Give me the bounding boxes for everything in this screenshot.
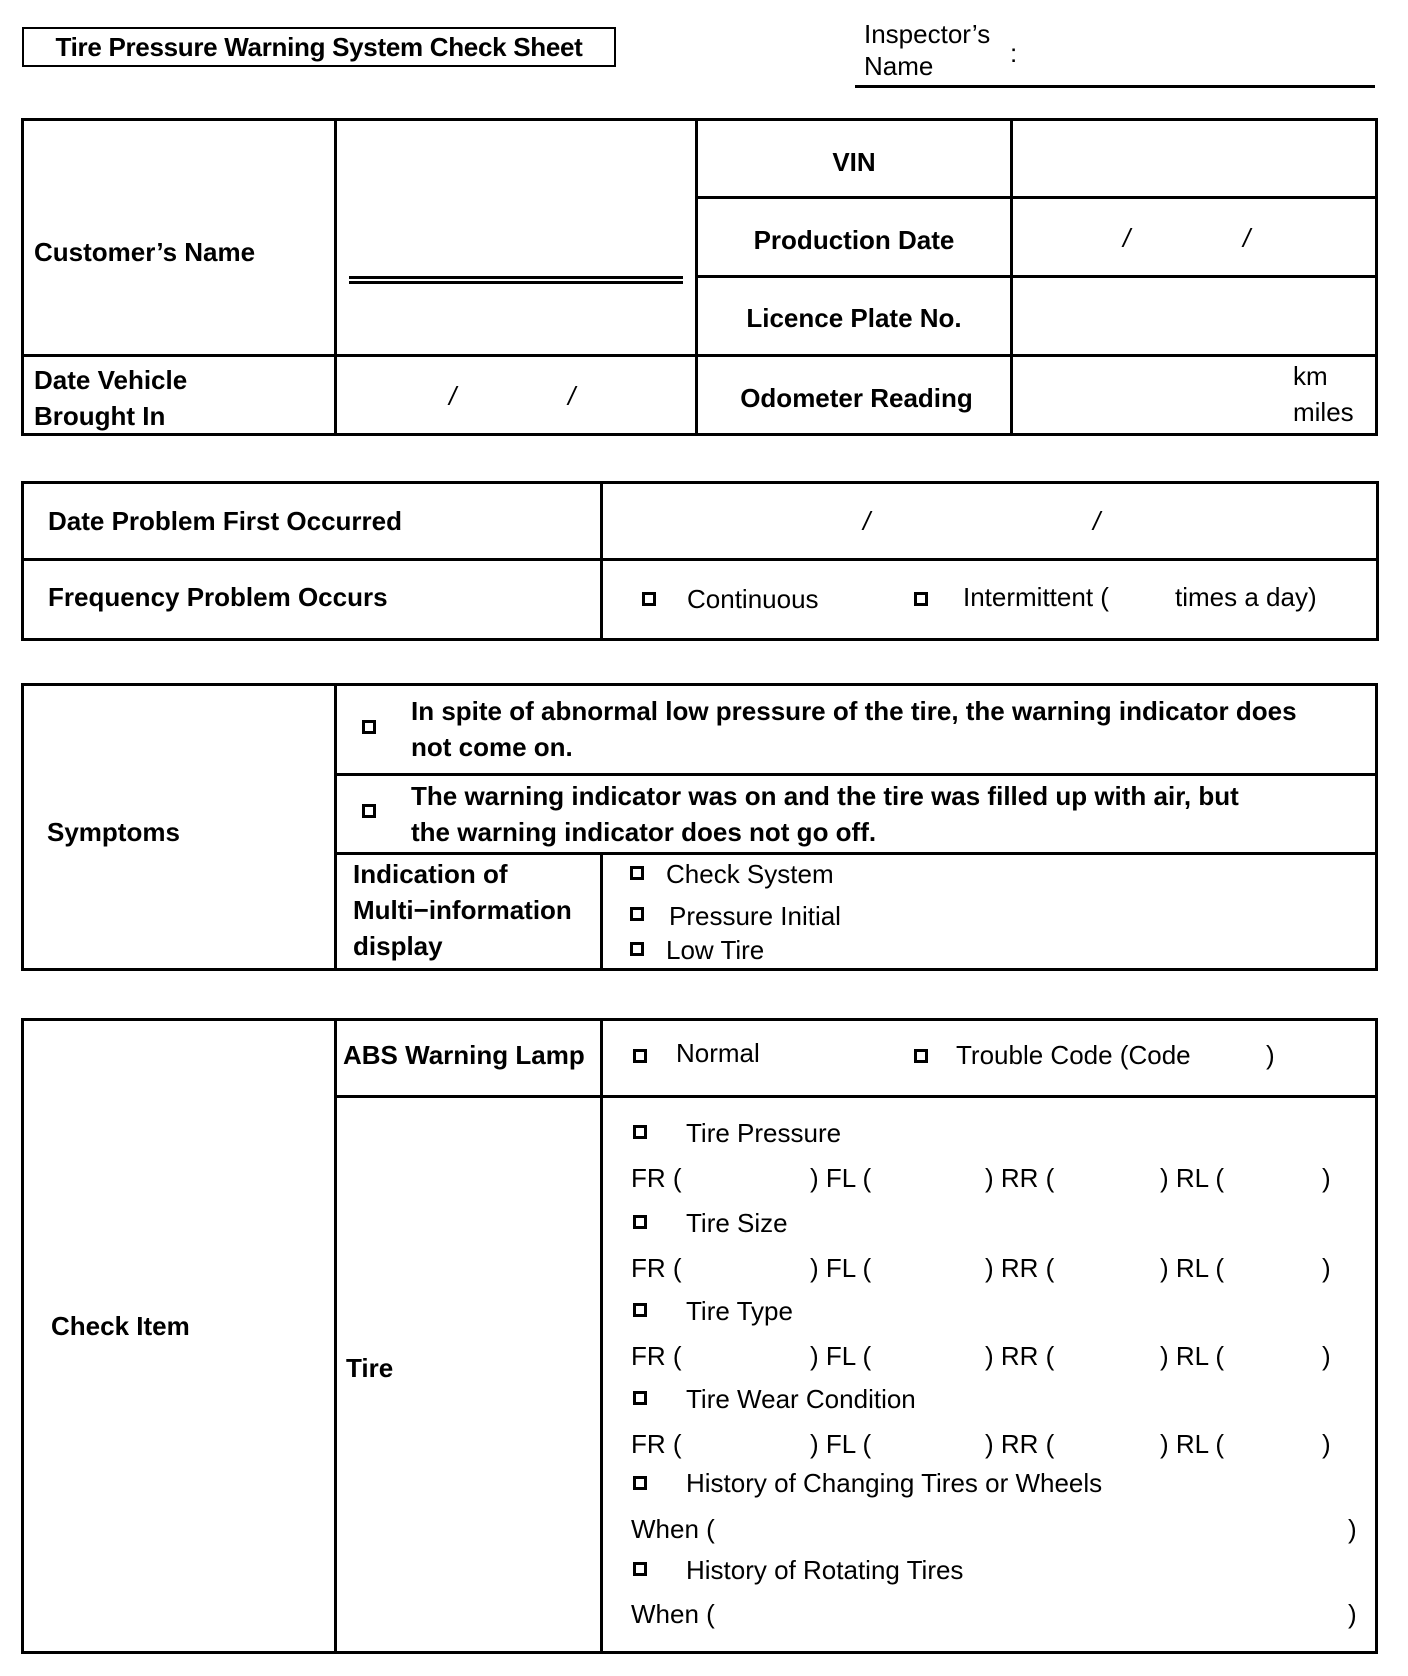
wheel-value-field[interactable]: [691, 1251, 791, 1285]
text-line: The warning indicator was on and the tire was filled up with air, but: [411, 781, 1239, 811]
wheel-position-label: ) RL (: [1160, 1163, 1225, 1193]
text-line: In spite of abnormal low pressure of the tire, the warning indicator does: [411, 696, 1297, 726]
date-separator: /: [1123, 223, 1131, 253]
wheel-value-field[interactable]: [1045, 1161, 1145, 1195]
abs-warning-lamp-label: ABS Warning Lamp: [343, 1040, 585, 1070]
divider: [21, 558, 1379, 561]
wheel-position-label: ): [1322, 1253, 1331, 1283]
pressure-initial-label: Pressure Initial: [669, 901, 841, 931]
history-changing-when-field[interactable]: [720, 1512, 1340, 1546]
symptom-2-text: [411, 778, 1239, 850]
date-brought-in-field[interactable]: [337, 357, 695, 433]
frequency-label: Frequency Problem Occurs: [48, 582, 388, 612]
multi-info-display-label: [353, 856, 572, 964]
wheel-position-label: ) FL (: [810, 1429, 872, 1459]
text-line: not come on.: [411, 732, 573, 762]
date-separator: /: [1243, 223, 1251, 253]
when-close: ): [1348, 1514, 1357, 1544]
wheel-value-field[interactable]: [870, 1251, 970, 1285]
text-line: the warning indicator does not go off.: [411, 817, 877, 847]
history-rotating-when-field[interactable]: [720, 1597, 1340, 1631]
symptoms-label: Symptoms: [47, 817, 180, 847]
sheet-title: Tire Pressure Warning System Check Sheet: [22, 27, 616, 67]
production-date-field[interactable]: [1013, 199, 1375, 275]
wheel-value-field[interactable]: [1220, 1161, 1320, 1195]
history-rotating-label: History of Rotating Tires: [686, 1555, 964, 1585]
check-system-checkbox[interactable]: [630, 866, 644, 880]
low-tire-label: Low Tire: [666, 935, 765, 965]
wheel-value-field[interactable]: [691, 1161, 791, 1195]
tire-section-label: Tire Wear Condition: [686, 1384, 916, 1414]
divider: [334, 683, 337, 971]
label-line: Brought In: [34, 401, 166, 431]
divider: [334, 852, 1378, 855]
when-close: ): [1348, 1599, 1357, 1629]
customer-name-field[interactable]: [349, 276, 683, 284]
wheel-position-label: ) RR (: [985, 1163, 1055, 1193]
vin-label: VIN: [832, 147, 876, 177]
odometer-label: Odometer Reading: [740, 383, 973, 413]
inspector-name-label: [864, 18, 990, 82]
tire-section-checkbox[interactable]: [633, 1215, 647, 1229]
wheel-value-field[interactable]: [870, 1339, 970, 1373]
wheel-position-label: ) RL (: [1160, 1429, 1225, 1459]
wheel-value-field[interactable]: [1220, 1251, 1320, 1285]
when-label: When (: [631, 1514, 715, 1544]
label-line: Indication of: [353, 859, 508, 889]
wheel-value-field[interactable]: [691, 1339, 791, 1373]
trouble-code-field[interactable]: [1210, 1038, 1264, 1072]
wheel-value-field[interactable]: [1045, 1339, 1145, 1373]
divider: [334, 1018, 337, 1654]
wheel-value-field[interactable]: [1045, 1251, 1145, 1285]
wheel-value-field[interactable]: [870, 1161, 970, 1195]
symptom-1-checkbox[interactable]: [362, 720, 376, 734]
date-brought-in-label: [34, 362, 187, 434]
wheel-position-label: FR (: [631, 1341, 682, 1371]
customer-name-label: Customer’s Name: [34, 237, 256, 267]
wheel-value-field[interactable]: [1220, 1427, 1320, 1461]
date-separator: /: [1093, 506, 1101, 536]
continuous-label: Continuous: [687, 584, 819, 614]
symptom-2-checkbox[interactable]: [362, 804, 376, 818]
wheel-position-label: ): [1322, 1341, 1331, 1371]
odometer-unit-km: km: [1293, 361, 1328, 391]
wheel-position-label: FR (: [631, 1163, 682, 1193]
inspector-colon: :: [1010, 38, 1018, 68]
wheel-value-field[interactable]: [870, 1427, 970, 1461]
tire-section-label: Tire Size: [686, 1208, 788, 1238]
inspector-label-line2: Name: [864, 51, 934, 81]
date-problem-first-label: Date Problem First Occurred: [48, 506, 402, 536]
wheel-position-label: ) RR (: [985, 1341, 1055, 1371]
label-line: display: [353, 931, 443, 961]
date-separator: /: [449, 381, 457, 411]
abs-normal-label: Normal: [676, 1038, 760, 1068]
date-separator: /: [863, 506, 871, 536]
tire-section-checkbox[interactable]: [633, 1125, 647, 1139]
label-line: Date Vehicle: [34, 365, 188, 395]
tire-section-label: Tire Type: [686, 1296, 793, 1326]
date-problem-first-field[interactable]: [603, 484, 1376, 558]
abs-trouble-code-label: Trouble Code (Code: [956, 1040, 1191, 1070]
history-changing-label: History of Changing Tires or Wheels: [686, 1468, 1103, 1498]
continuous-checkbox[interactable]: [642, 592, 656, 606]
wheel-position-label: FR (: [631, 1429, 682, 1459]
wheel-position-label: ) RL (: [1160, 1341, 1225, 1371]
wheel-position-label: ) FL (: [810, 1163, 872, 1193]
label-line: Multi−information: [353, 895, 572, 925]
licence-plate-field[interactable]: [1013, 278, 1375, 354]
intermittent-suffix: times a day): [1175, 582, 1317, 612]
wheel-value-field[interactable]: [691, 1427, 791, 1461]
history-changing-checkbox[interactable]: [633, 1476, 647, 1490]
history-rotating-checkbox[interactable]: [633, 1562, 647, 1576]
divider: [334, 773, 1378, 776]
licence-plate-label: Licence Plate No.: [746, 303, 962, 333]
check-item-label: Check Item: [51, 1311, 190, 1341]
odometer-unit-miles: miles: [1293, 397, 1354, 427]
date-separator: /: [568, 381, 576, 411]
inspector-label-line1: Inspector’s: [864, 19, 991, 49]
tire-section-checkbox[interactable]: [633, 1303, 647, 1317]
abs-trouble-code-checkbox[interactable]: [914, 1049, 928, 1063]
pressure-initial-checkbox[interactable]: [630, 907, 644, 921]
check-system-label: Check System: [666, 859, 834, 889]
low-tire-checkbox[interactable]: [630, 942, 644, 956]
tire-section-label: Tire Pressure: [686, 1118, 842, 1148]
abs-normal-checkbox[interactable]: [633, 1049, 647, 1063]
vin-field[interactable]: [1013, 121, 1375, 196]
wheel-value-field[interactable]: [1045, 1427, 1145, 1461]
wheel-position-label: FR (: [631, 1253, 682, 1283]
divider: [600, 1018, 603, 1654]
wheel-position-label: ) RL (: [1160, 1253, 1225, 1283]
divider: [334, 1095, 1378, 1098]
divider: [600, 852, 603, 971]
tire-label: Tire: [346, 1353, 394, 1383]
trouble-code-close: ): [1266, 1040, 1275, 1070]
wheel-position-label: ) RR (: [985, 1429, 1055, 1459]
when-label: When (: [631, 1599, 715, 1629]
wheel-position-label: ): [1322, 1429, 1331, 1459]
symptom-1-text: [411, 693, 1297, 765]
production-date-label: Production Date: [753, 225, 955, 255]
intermittent-count-field[interactable]: [1124, 580, 1170, 614]
wheel-value-field[interactable]: [1220, 1339, 1320, 1373]
intermittent-label: Intermittent (: [963, 582, 1109, 612]
odometer-field[interactable]: [1013, 357, 1375, 433]
wheel-position-label: ): [1322, 1163, 1331, 1193]
wheel-position-label: ) RR (: [985, 1253, 1055, 1283]
wheel-position-label: ) FL (: [810, 1253, 872, 1283]
tire-section-checkbox[interactable]: [633, 1391, 647, 1405]
intermittent-checkbox[interactable]: [914, 592, 928, 606]
inspector-name-field[interactable]: [855, 85, 1375, 88]
wheel-position-label: ) FL (: [810, 1341, 872, 1371]
